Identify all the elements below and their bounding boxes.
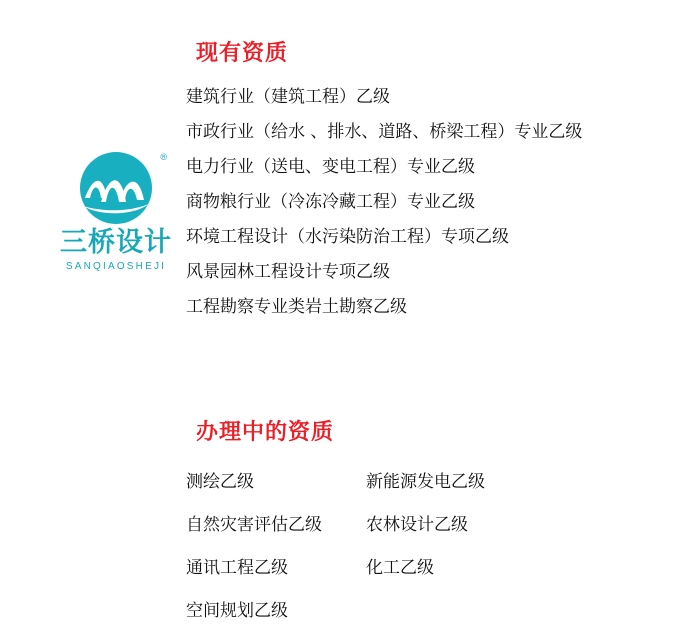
list-item: 商物粮行业（冷冻冷藏工程）专业乙级 xyxy=(186,192,475,212)
logo-wave-icon xyxy=(63,150,169,226)
list-item: 农林设计乙级 xyxy=(366,515,468,535)
list-item: 通讯工程乙级 xyxy=(186,558,288,578)
list-row xyxy=(186,501,606,544)
list-item: 风景园林工程设计专项乙级 xyxy=(186,262,390,282)
list-item: 建筑行业（建筑工程）乙级 xyxy=(186,87,390,107)
list-row xyxy=(186,458,606,501)
list-row xyxy=(186,587,606,630)
logo-company-pinyin: SANQIAOSHEJI xyxy=(65,260,167,272)
list-item: 化工乙级 xyxy=(366,558,434,578)
list-item: 自然灾害评估乙级 xyxy=(186,515,322,535)
company-logo xyxy=(56,150,176,272)
list-item: 工程勘察专业类岩土勘察乙级 xyxy=(186,297,407,317)
existing-qualification-list xyxy=(186,80,666,325)
list-item: 空间规划乙级 xyxy=(186,601,288,621)
section-title-existing: 现有资质 xyxy=(196,41,289,66)
processing-qualification-list xyxy=(186,458,606,630)
list-item: 测绘乙级 xyxy=(186,472,254,492)
section-title-processing: 办理中的资质 xyxy=(196,420,335,445)
list-item: 电力行业（送电、变电工程）专业乙级 xyxy=(186,157,475,177)
logo-company-name: 三桥设计 xyxy=(60,227,172,258)
list-row xyxy=(186,544,606,587)
list-item: 环境工程设计（水污染防治工程）专项乙级 xyxy=(186,227,509,247)
list-item: 市政行业（给水 、排水、道路、桥梁工程）专业乙级 xyxy=(186,122,583,142)
list-item: 新能源发电乙级 xyxy=(366,472,485,492)
trademark-icon: ® xyxy=(160,152,167,162)
